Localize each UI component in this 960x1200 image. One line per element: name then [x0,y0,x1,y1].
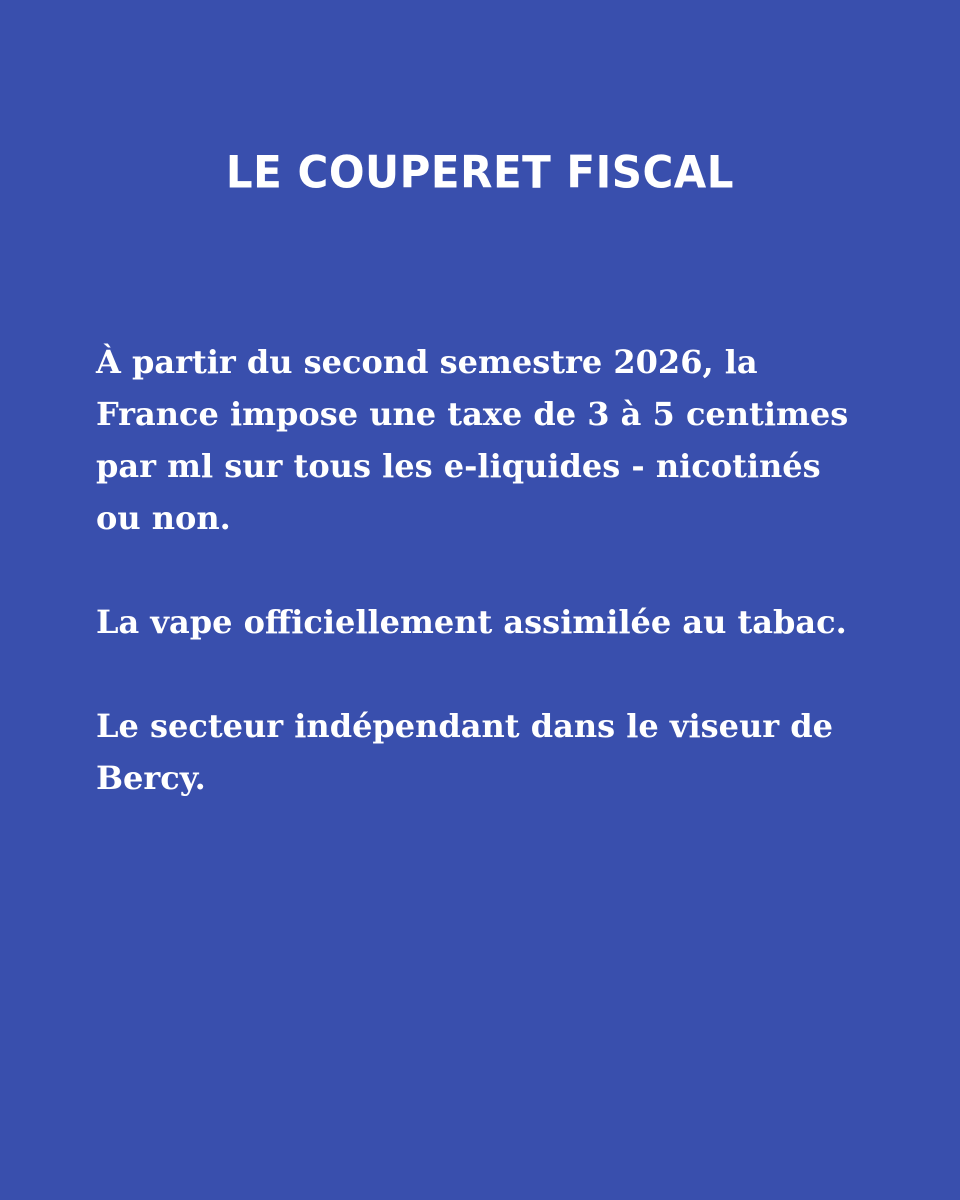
paragraph-sector: Le secteur indépendant dans le viseur de Bercy. [96,707,834,797]
paragraph-tax: À partir du second semestre 2026, la France impose une taxe de 3 à 5 centimes par ml sur tous les e-liquides - nicotinés ou non. [96,343,849,537]
slide-body [96,336,876,804]
paragraph-vape: La vape officiellement assimilée au tabac. [96,603,847,641]
slide-title: LE COUPERET FISCAL [225,146,735,199]
